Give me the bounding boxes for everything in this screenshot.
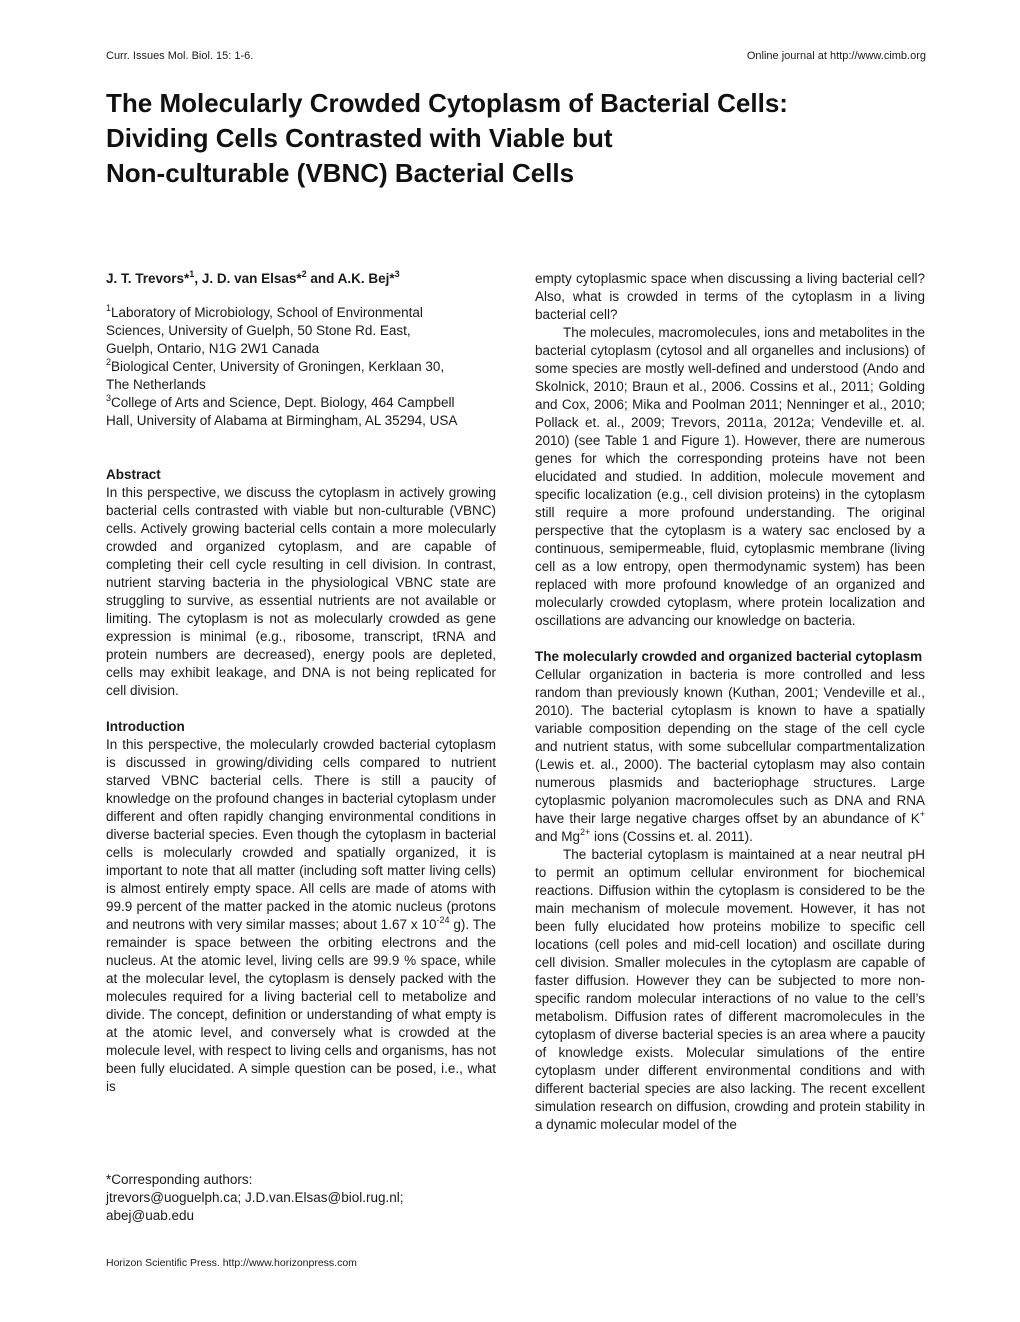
paragraph: empty cytoplasmic space when discussing a living bacterial cell? Also, what is crowded in terms of the cytoplasm in a living bacterial cell?	[535, 271, 925, 322]
corresponding-emails: abej@uab.edu	[106, 1208, 195, 1223]
author-name: J. T. Trevors*	[106, 271, 190, 286]
author-name: and A.K. Bej*	[306, 271, 395, 286]
affiliations	[106, 304, 496, 430]
affiliation-text: College of Arts and Science, Dept. Biology, 464 Campbell	[111, 395, 455, 410]
introduction-text	[106, 736, 496, 1096]
journal-citation: Curr. Issues Mol. Biol. 15: 1-6.	[106, 50, 254, 62]
paragraph: The bacterial cytoplasm is maintained at a near neutral pH to permit an optimum cellular environment for biochemical reactions. Diffusion within the cytoplasm is considered to be the main mechanism of molecule movement. However, it has not been fully elucidated how proteins mobilize to specific cell locations (cell poles and mid-cell location) and oscillate during cell division. Smaller molecules in the cytoplasm are capable of faster diffusion. However they can be subjected to more non-specific random molecular interactions of no value to the cell’s metabolism. Diffusion rates of different macromolecules in the cytoplasm of diverse bacterial species is an area where a paucity of knowledge exists. Molecular simulations of the entire cytoplasm under different environmental conditions and with different bacterial species are also lacking. The recent excellent simulation research on diffusion, crowding and protein stability in a dynamic molecular model of the	[535, 847, 925, 1132]
paragraph-text: ions (Cossins et. al. 2011).	[590, 829, 753, 844]
paragraph-text: In this perspective, the molecularly crowded bacterial cytoplasm is discussed in growing/dividing cells compared to nutrient starved VBNC bacterial cells. There is still a paucity of knowledge on the profound changes in bacterial cytoplasm under different and often rapidly changing environmental conditions in diverse bacterial species. Even though the cytoplasm in bacterial cells is molecularly crowded and spatially organized, it is important to note that all matter (including soft matter living cells) is almost entirely empty space. All cells are made of atoms with 99.9 percent of the matter packed in the atomic nucleus (protons and neutrons with very similar masses; about 1.67 x 10	[106, 737, 496, 932]
affiliation-marker: 3	[394, 269, 400, 279]
affiliation-marker: 2	[301, 269, 307, 279]
article-title	[106, 86, 936, 191]
affiliation-marker: 1	[189, 269, 195, 279]
corresponding-emails: jtrevors@uoguelph.ca; J.D.van.Elsas@biol.rug.nl;	[106, 1190, 404, 1205]
paragraph: The molecules, macromolecules, ions and metabolites in the bacterial cytoplasm (cytosol and all organelles and inclusions) of some species are mostly well-defined and understood (Ando and Skolnick, 2010; Braun et al., 2006. Cossins et al., 2011; Golding and Cox, 2006; Mika and Poolman 2011; Nenninger et al., 2010; Pollack et. al., 2009; Trevors, 2011a, 2012a; Vendeville et. al. 2010) (see Table 1 and Figure 1). However, there are numerous genes for which the corresponding proteins have not been elucidated and studied. In addition, molecule movement and specific localization (e.g., cell division proteins) in the cytoplasm still require a more profound understanding. The original perspective that the cytoplasm is a watery sac enclosed by a continuous, semipermeable, fluid, cytoplasmic membrane (living cell as a low entropy, open thermodynamic system) has been replaced with more profound knowledge of an organized and molecularly crowded cytoplasm, where protein localization and oscillations are advancing our knowledge on bacteria.	[535, 325, 925, 628]
corresponding-authors	[106, 1171, 506, 1225]
paragraph-text: g). The remainder is space between the orbiting electrons and the nucleus. At the atomic level, living cells are 99.9 % space, while at the molecular level, the cytoplasm is densely packed with the molecules required for a living bacterial cell to metabolize and divide. The concept, definition or understanding of what empty is at the atomic level, and conversely what is crowded at the molecule level, with respect to living cells and organisms, has not been fully elucidated. A simple question can be posed, i.e., what is	[106, 917, 496, 1094]
abstract-heading: Abstract	[106, 467, 161, 482]
paragraph-text: Cellular organization in bacteria is more controlled and less random than previously known (Kuthan, 2001; Vendeville et al., 2010). The bacterial cytoplasm is known to have a spatially variable composition depending on the stage of the cell cycle and nutrient status, with some subcellular compartmentalization (Lewis et. al., 2000). The bacterial cytoplasm may also contain numerous plasmids and bacteriophage structures. Large cytoplasmic polyanion macromolecules such as DNA and RNA have their large negative charges offset by an abundance of K	[535, 667, 925, 826]
affiliation-line: Hall, University of Alabama at Birmingham, AL 35294, USA	[106, 413, 458, 428]
affiliation-text: Biological Center, University of Groningen, Kerklaan 30,	[111, 359, 445, 374]
paragraph	[535, 666, 925, 846]
affiliation-line: Guelph, Ontario, N1G 2W1 Canada	[106, 341, 320, 356]
author-list	[106, 270, 496, 288]
publisher-footer: Horizon Scientific Press. http://www.horizonpress.com	[106, 1257, 357, 1269]
section-heading: The molecularly crowded and organized bacterial cytoplasm	[535, 649, 923, 664]
affiliation-line: Sciences, University of Guelph, 50 Stone Rd. East,	[106, 323, 411, 338]
ion-charge: 2+	[580, 827, 591, 837]
title-line: Non-culturable (VBNC) Bacterial Cells	[106, 158, 575, 188]
introduction-heading: Introduction	[106, 719, 185, 734]
affiliation	[106, 304, 496, 322]
ion-charge: +	[919, 809, 925, 819]
author-name: , J. D. van Elsas*	[194, 271, 302, 286]
right-column	[535, 270, 925, 1134]
left-column	[106, 270, 496, 1096]
journal-url: Online journal at http://www.cimb.org	[746, 50, 926, 62]
paragraph-text: and Mg	[535, 829, 581, 844]
title-line: Dividing Cells Contrasted with Viable but	[106, 123, 613, 153]
affiliation	[106, 358, 496, 376]
corresponding-label: *Corresponding authors:	[106, 1172, 253, 1187]
abstract-text: In this perspective, we discuss the cytoplasm in actively growing bacterial cells contrasted with viable but non-culturable (VBNC) cells. Actively growing bacterial cells contain a more molecularly crowded and organized cytoplasm, and are capable of completing their cell cycle resulting in cell division. In contrast, nutrient starving bacteria in the physiological VBNC state are struggling to survive, as essential nutrients are not available or limiting. The cytoplasm is not as molecularly crowded as gene expression is minimal (e.g., ribosome, transcript, tRNA and protein numbers are decreased), energy pools are depleted, cells may exhibit leakage, and DNA is not being replicated for cell division.	[106, 485, 496, 698]
exponent: -24	[436, 915, 450, 925]
affiliation-marker: 1	[106, 303, 112, 313]
affiliation-text: Laboratory of Microbiology, School of Environmental	[111, 305, 423, 320]
affiliation	[106, 394, 496, 412]
affiliation-marker: 3	[106, 393, 112, 403]
affiliation-line: The Netherlands	[106, 377, 206, 392]
affiliation-marker: 2	[106, 357, 112, 367]
title-line: The Molecularly Crowded Cytoplasm of Bacterial Cells:	[106, 88, 788, 118]
